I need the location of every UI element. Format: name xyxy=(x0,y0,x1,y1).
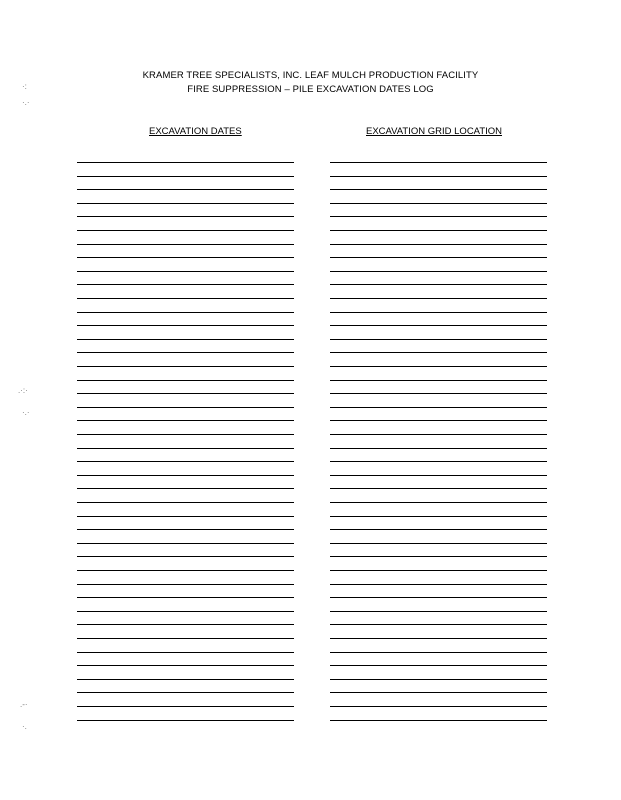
scan-speck: ·: xyxy=(22,82,27,91)
excavation-date-entry-line[interactable] xyxy=(77,230,294,231)
grid-location-entry-line[interactable] xyxy=(330,638,547,639)
grid-location-entry-line[interactable] xyxy=(330,216,547,217)
grid-location-entry-line[interactable] xyxy=(330,488,547,489)
excavation-date-entry-line[interactable] xyxy=(77,216,294,217)
grid-location-entry-line[interactable] xyxy=(330,584,547,585)
excavation-date-entry-line[interactable] xyxy=(77,706,294,707)
excavation-date-entry-line[interactable] xyxy=(77,516,294,517)
grid-location-entry-line[interactable] xyxy=(330,434,547,435)
log-title: FIRE SUPPRESSION – PILE EXCAVATION DATES LOG xyxy=(187,84,434,95)
grid-location-entry-line[interactable] xyxy=(330,556,547,557)
grid-location-entry-line[interactable] xyxy=(330,652,547,653)
grid-location-entry-line[interactable] xyxy=(330,679,547,680)
excavation-date-entry-line[interactable] xyxy=(77,312,294,313)
scan-speck: ·. xyxy=(22,722,27,731)
excavation-date-entry-line[interactable] xyxy=(77,325,294,326)
grid-location-entry-line[interactable] xyxy=(330,706,547,707)
grid-location-entry-line[interactable] xyxy=(330,624,547,625)
grid-location-entry-line[interactable] xyxy=(330,720,547,721)
grid-location-entry-line[interactable] xyxy=(330,352,547,353)
excavation-date-entry-line[interactable] xyxy=(77,434,294,435)
excavation-date-entry-line[interactable] xyxy=(77,529,294,530)
grid-location-entry-line[interactable] xyxy=(330,284,547,285)
excavation-date-entry-line[interactable] xyxy=(77,488,294,489)
excavation-date-entry-line[interactable] xyxy=(77,679,294,680)
grid-location-entry-line[interactable] xyxy=(330,325,547,326)
grid-location-entry-line[interactable] xyxy=(330,597,547,598)
excavation-date-entry-line[interactable] xyxy=(77,570,294,571)
grid-location-entry-line[interactable] xyxy=(330,516,547,517)
grid-location-entry-line[interactable] xyxy=(330,312,547,313)
grid-location-entry-line[interactable] xyxy=(330,230,547,231)
excavation-date-entry-line[interactable] xyxy=(77,284,294,285)
scan-speck: .·:· xyxy=(18,386,28,395)
grid-location-entry-line[interactable] xyxy=(330,692,547,693)
grid-location-entry-line[interactable] xyxy=(330,380,547,381)
excavation-date-entry-line[interactable] xyxy=(77,624,294,625)
excavation-date-entry-line[interactable] xyxy=(77,665,294,666)
excavation-date-entry-line[interactable] xyxy=(77,584,294,585)
excavation-date-entry-line[interactable] xyxy=(77,203,294,204)
excavation-date-entry-line[interactable] xyxy=(77,611,294,612)
excavation-date-entry-line[interactable] xyxy=(77,720,294,721)
excavation-date-entry-line[interactable] xyxy=(77,543,294,544)
grid-location-entry-line[interactable] xyxy=(330,502,547,503)
excavation-date-entry-line[interactable] xyxy=(77,244,294,245)
grid-location-entry-line[interactable] xyxy=(330,298,547,299)
grid-location-entry-line[interactable] xyxy=(330,162,547,163)
excavation-date-entry-line[interactable] xyxy=(77,597,294,598)
excavation-date-entry-line[interactable] xyxy=(77,475,294,476)
grid-location-entry-line[interactable] xyxy=(330,176,547,177)
grid-location-entry-line[interactable] xyxy=(330,339,547,340)
excavation-date-entry-line[interactable] xyxy=(77,257,294,258)
grid-location-entry-line[interactable] xyxy=(330,189,547,190)
scan-speck: ·.· xyxy=(22,98,30,107)
grid-location-entry-line[interactable] xyxy=(330,420,547,421)
excavation-date-entry-line[interactable] xyxy=(77,271,294,272)
excavation-date-entry-line[interactable] xyxy=(77,352,294,353)
excavation-grid-location-header: EXCAVATION GRID LOCATION xyxy=(366,126,503,137)
excavation-date-entry-line[interactable] xyxy=(77,366,294,367)
facility-title: KRAMER TREE SPECIALISTS, INC. LEAF MULCH PRODUCTION FACILITY xyxy=(142,70,479,81)
excavation-date-entry-line[interactable] xyxy=(77,652,294,653)
grid-location-entry-line[interactable] xyxy=(330,271,547,272)
grid-location-entry-line[interactable] xyxy=(330,244,547,245)
excavation-date-entry-line[interactable] xyxy=(77,448,294,449)
grid-location-entry-line[interactable] xyxy=(330,366,547,367)
scan-speck: .-· xyxy=(20,700,28,709)
grid-location-entry-line[interactable] xyxy=(330,407,547,408)
excavation-date-entry-line[interactable] xyxy=(77,189,294,190)
grid-location-entry-line[interactable] xyxy=(330,529,547,530)
grid-location-entry-line[interactable] xyxy=(330,393,547,394)
grid-location-entry-line[interactable] xyxy=(330,570,547,571)
grid-location-entry-line[interactable] xyxy=(330,461,547,462)
grid-location-entry-line[interactable] xyxy=(330,203,547,204)
excavation-date-entry-line[interactable] xyxy=(77,556,294,557)
excavation-date-entry-line[interactable] xyxy=(77,502,294,503)
excavation-date-entry-line[interactable] xyxy=(77,298,294,299)
excavation-dates-header: EXCAVATION DATES xyxy=(149,126,242,137)
excavation-date-entry-line[interactable] xyxy=(77,420,294,421)
excavation-date-entry-line[interactable] xyxy=(77,162,294,163)
grid-location-entry-line[interactable] xyxy=(330,543,547,544)
grid-location-entry-line[interactable] xyxy=(330,611,547,612)
excavation-date-entry-line[interactable] xyxy=(77,339,294,340)
excavation-date-entry-line[interactable] xyxy=(77,692,294,693)
excavation-date-entry-line[interactable] xyxy=(77,380,294,381)
excavation-date-entry-line[interactable] xyxy=(77,407,294,408)
scan-speck: ·.· xyxy=(22,408,30,417)
grid-location-entry-line[interactable] xyxy=(330,448,547,449)
grid-location-entry-line[interactable] xyxy=(330,257,547,258)
grid-location-entry-line[interactable] xyxy=(330,475,547,476)
excavation-date-entry-line[interactable] xyxy=(77,393,294,394)
grid-location-entry-line[interactable] xyxy=(330,665,547,666)
excavation-date-entry-line[interactable] xyxy=(77,461,294,462)
excavation-date-entry-line[interactable] xyxy=(77,638,294,639)
excavation-date-entry-line[interactable] xyxy=(77,176,294,177)
